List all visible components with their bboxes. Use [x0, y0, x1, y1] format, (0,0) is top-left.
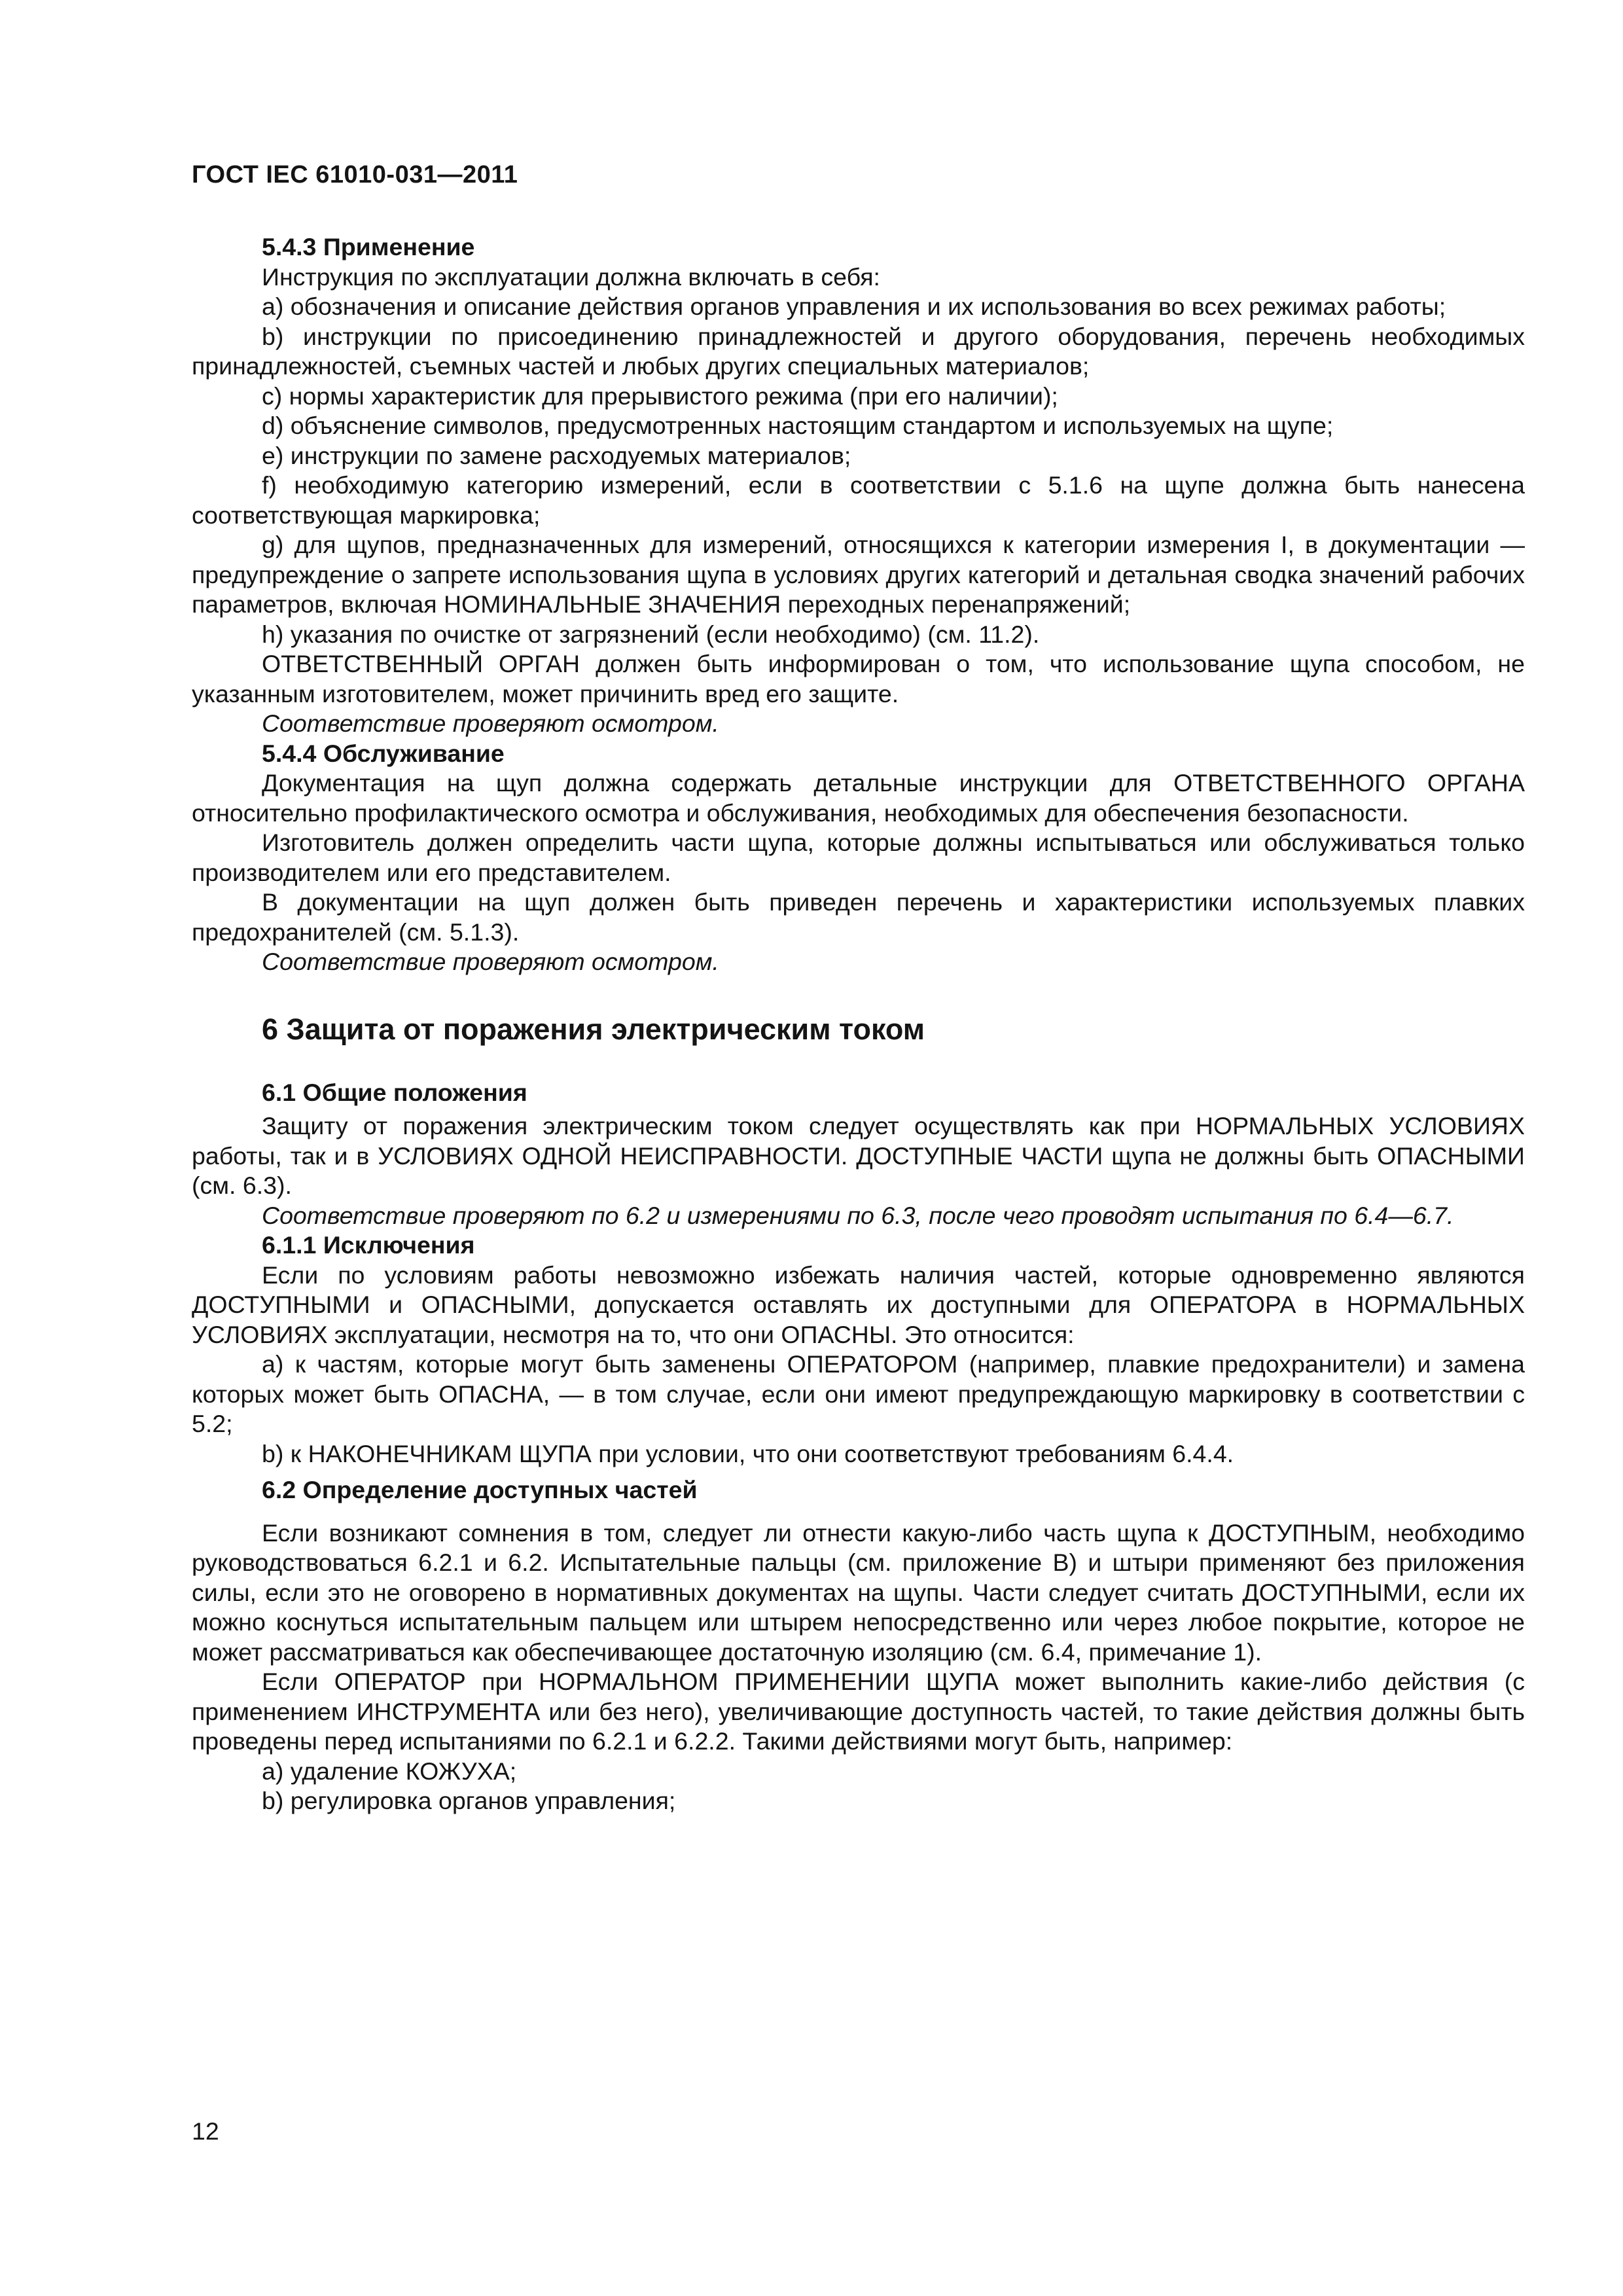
list-item: a) обозначения и описание действия органов управления и их использования во всех режимах работы;	[262, 293, 1446, 320]
document-header: ГОСТ IEC 61010-031—2011	[192, 161, 518, 188]
paragraph: Если по условиям работы невозможно избежать наличия частей, которые одновременно являются ДОСТУПНЫМИ и ОПАСНЫМИ, допускается оставлять их доступными для ОПЕРАТОРА в НОРМАЛЬНЫХ УСЛОВИЯХ эксплуатации, несмотря на то, что они ОПАСНЫ. Это относится:	[192, 1261, 1525, 1348]
list-item: g) для щупов, предназначенных для измерений, относящихся к категории измерения I, в документации — предупреждение о запрете использования щупа в условиях других категорий и детальная сводка значений рабочих параметров, включая НОМИНАЛЬНЫЕ ЗНАЧЕНИЯ переходных перенапряжений;	[192, 531, 1525, 618]
paragraph: Изготовитель должен определить части щупа, которые должны испытываться или обслуживаться только производителем или его представителем.	[192, 829, 1525, 886]
section-heading-5-4-3: 5.4.3 Применение	[262, 233, 475, 260]
section-heading-6-1-1: 6.1.1 Исключения	[262, 1231, 475, 1259]
list-item: a) удаление КОЖУХА;	[262, 1757, 517, 1785]
list-item: e) инструкции по замене расходуемых материалов;	[262, 441, 851, 469]
page-number: 12	[192, 2117, 219, 2145]
paragraph: ОТВЕТСТВЕННЫЙ ОРГАН должен быть информирован о том, что использование щупа способом, не указанным изготовителем, может причинить вред его защите.	[192, 650, 1525, 708]
list-item: b) инструкции по присоединению принадлежностей и другого оборудования, перечень необходимых принадлежностей, съемных частей и любых других специальных материалов;	[192, 322, 1525, 380]
paragraph: Инструкция по эксплуатации должна включать в себя:	[262, 262, 880, 291]
section-heading-6-1: 6.1 Общие положения	[262, 1078, 527, 1106]
section-heading-6-2: 6.2 Определение доступных частей	[262, 1476, 698, 1503]
list-item: c) нормы характеристик для прерывистого режима (при его наличии);	[262, 382, 1058, 410]
list-item: a) к частям, которые могут быть заменены ОПЕРАТОРОМ (например, плавкие предохранители) и замена которых может быть ОПАСНА, — в том случае, если они имеют предупреждающую маркировку в соответствии с 5.2;	[192, 1350, 1525, 1437]
paragraph: Защиту от поражения электрическим током следует осуществлять как при НОРМАЛЬНЫХ УСЛОВИЯХ работы, так и в УСЛОВИЯХ ОДНОЙ НЕИСПРАВНОСТИ. ДОСТУПНЫЕ ЧАСТИ щупа не должны быть ОПАСНЫМИ (см. 6.3).	[192, 1112, 1525, 1199]
paragraph: В документации на щуп должен быть приведен перечень и характеристики используемых плавких предохранителей (см. 5.1.3).	[192, 888, 1525, 946]
compliance-note: Соответствие проверяют по 6.2 и измерениями по 6.3, после чего проводят испытания по 6.4—6.7.	[262, 1201, 1454, 1229]
compliance-note: Соответствие проверяют осмотром.	[262, 709, 719, 737]
paragraph: Документация на щуп должна содержать детальные инструкции для ОТВЕТСТВЕННОГО ОРГАНА относительно профилактического осмотра и обслуживания, необходимых для обеспечения безопасности.	[192, 769, 1525, 827]
chapter-heading-6: 6 Защита от поражения электрическим током	[262, 1012, 925, 1046]
section-heading-5-4-4: 5.4.4 Обслуживание	[262, 739, 505, 767]
list-item: b) к НАКОНЕЧНИКАМ ЩУПА при условии, что они соответствуют требованиям 6.4.4.	[262, 1439, 1234, 1467]
compliance-note: Соответствие проверяют осмотром.	[262, 948, 719, 975]
paragraph: Если возникают сомнения в том, следует ли отнести какую-либо часть щупа к ДОСТУПНЫМ, необходимо руководствоваться 6.2.1 и 6.2. Испытательные пальцы (см. приложение B) и штыри применяют без приложения силы, если это не оговорено в нормативных документах на щупы. Части следует считать ДОСТУПНЫМИ, если их можно коснуться испытательным пальцем или штырем непосредственно или через любое покрытие, которое не может рассматриваться как обеспечивающее достаточную изоляцию (см. 6.4, примечание 1).	[192, 1518, 1525, 1666]
paragraph: Если ОПЕРАТОР при НОРМАЛЬНОМ ПРИМЕНЕНИИ ЩУПА может выполнить какие-либо действия (с применением ИНСТРУМЕНТА или без него), увеличивающие доступность частей, то такие действия должны быть проведены перед испытаниями по 6.2.1 и 6.2.2. Такими действиями могут быть, например:	[192, 1668, 1525, 1755]
list-item: f) необходимую категорию измерений, если в соответствии с 5.1.6 на щупе должна быть нанесена соответствующая маркировка;	[192, 471, 1525, 529]
list-item: d) объяснение символов, предусмотренных настоящим стандартом и используемых на щупе;	[262, 412, 1334, 439]
list-item: b) регулировка органов управления;	[262, 1787, 676, 1814]
body-text	[192, 232, 1525, 1816]
list-item: h) указания по очистке от загрязнений (если необходимо) (см. 11.2).	[262, 620, 1040, 648]
